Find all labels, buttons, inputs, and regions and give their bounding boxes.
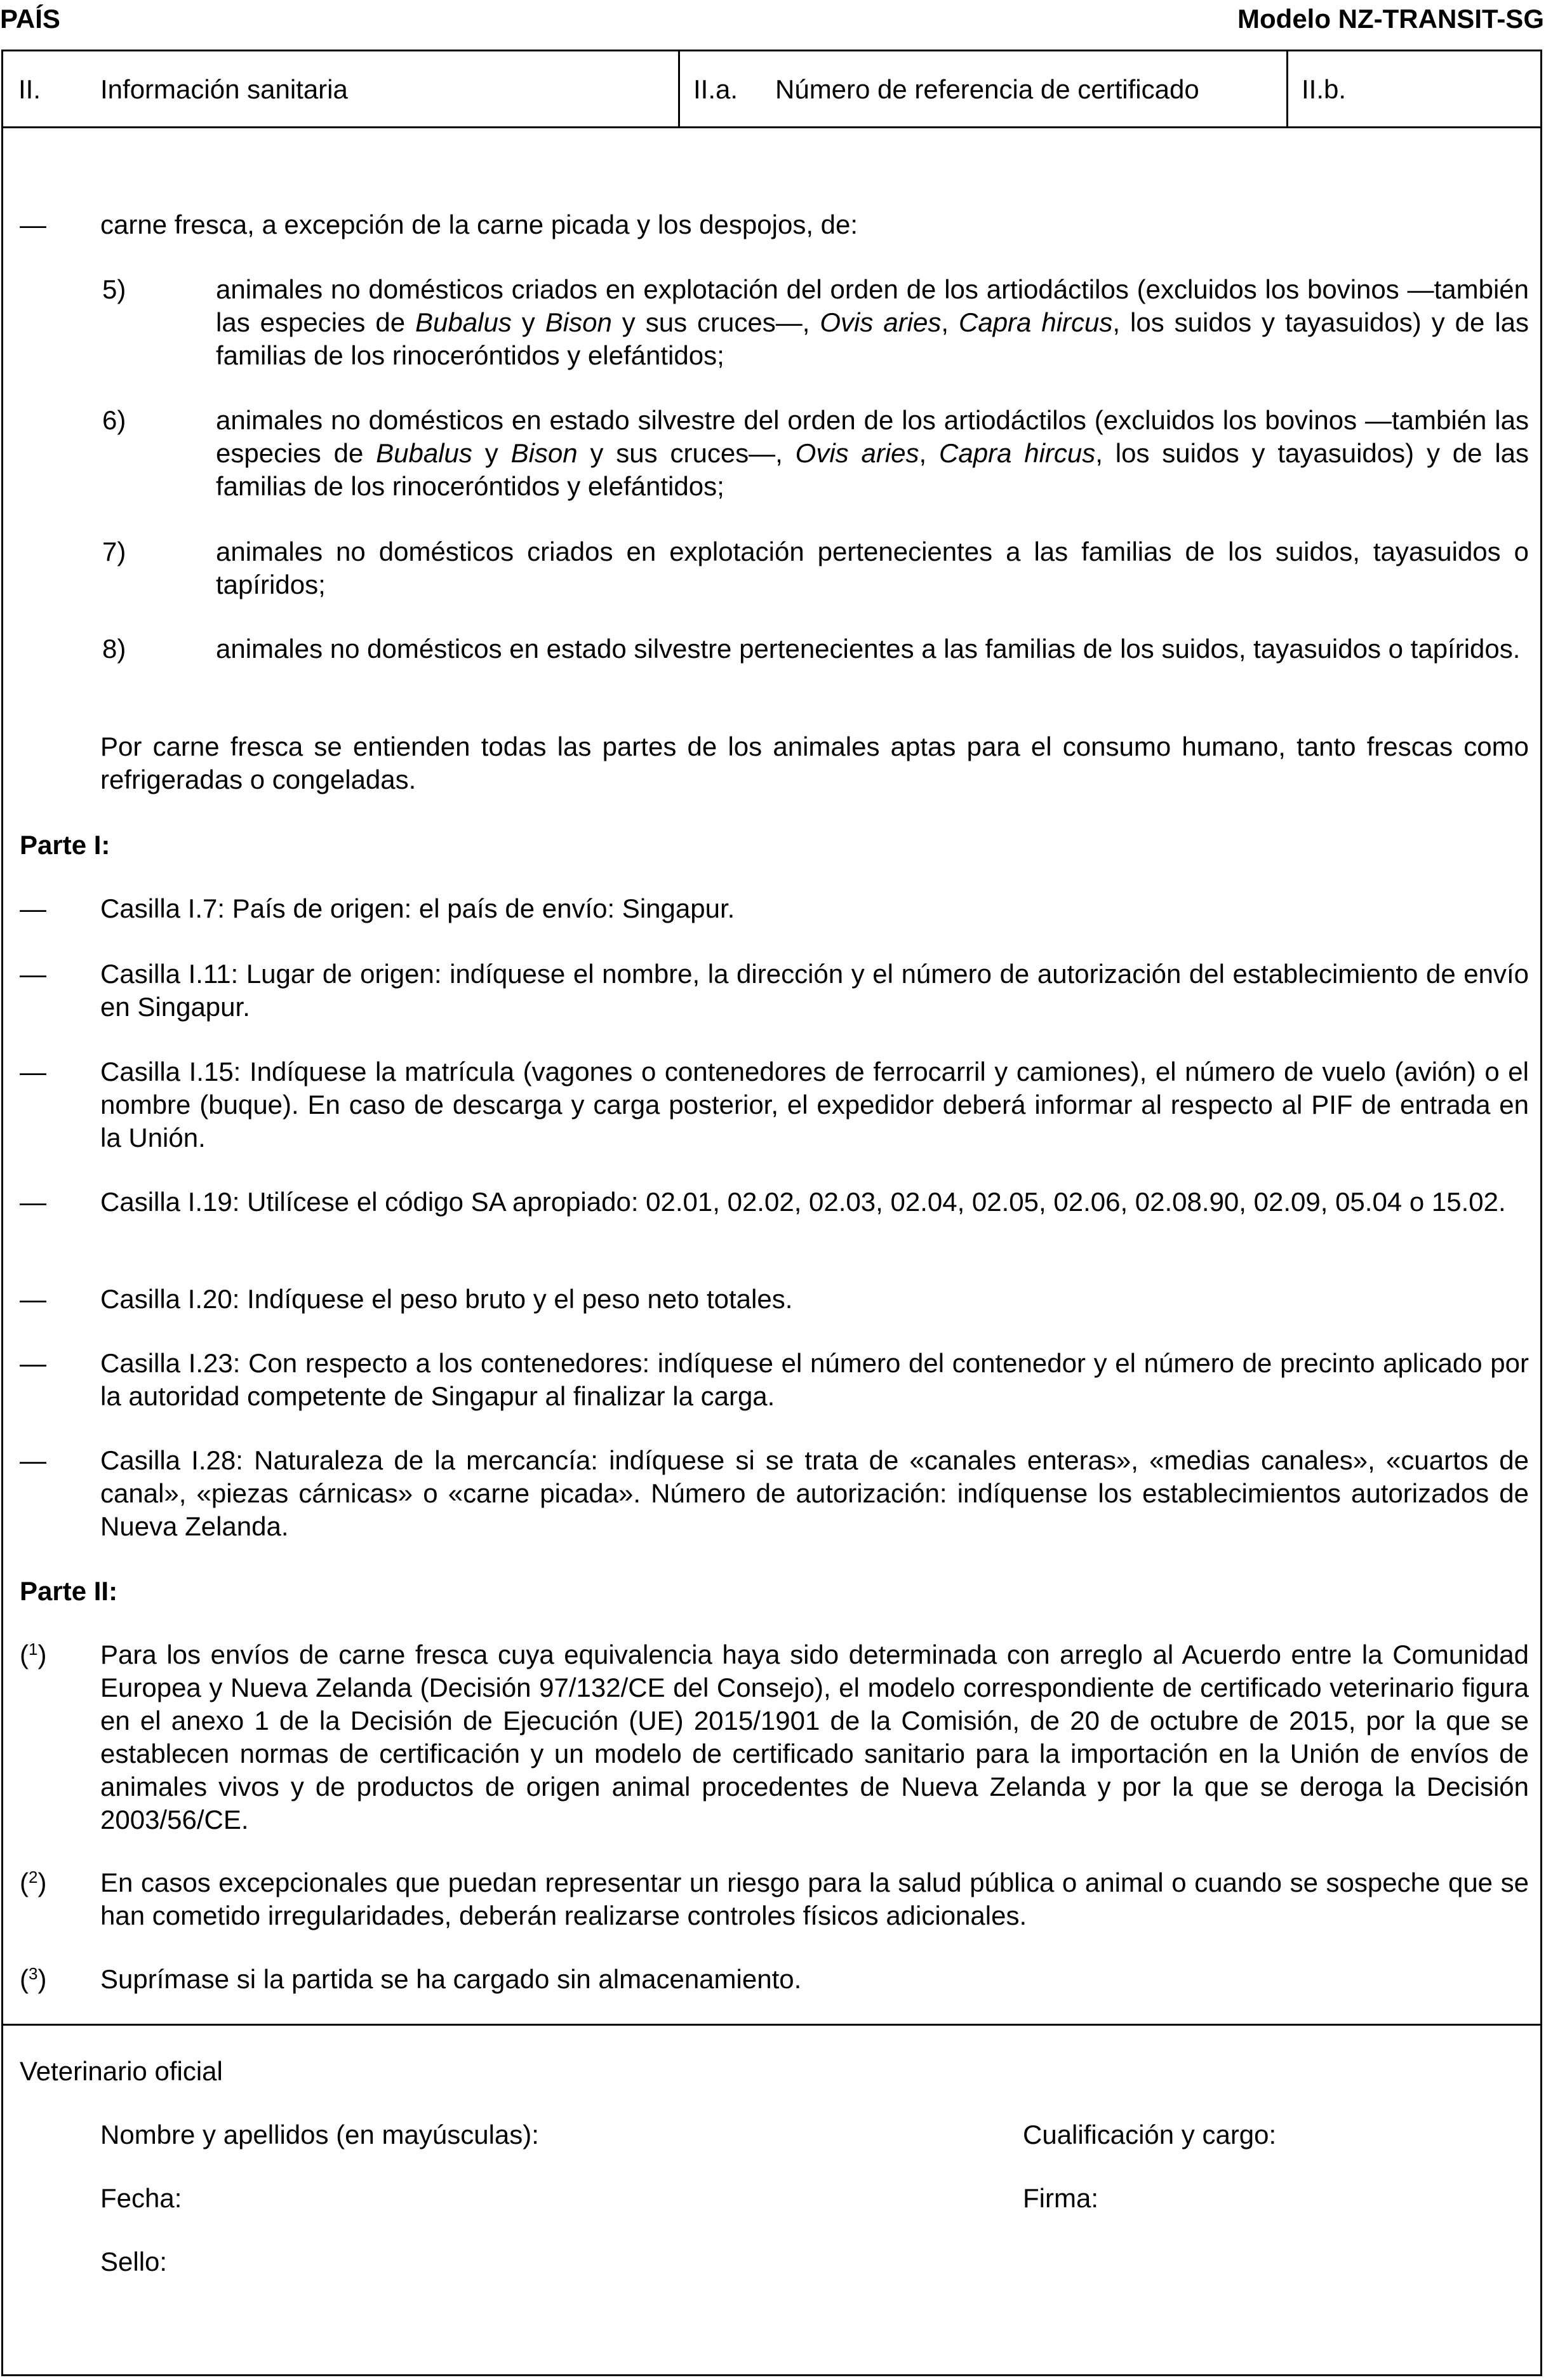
section-title: Información sanitaria (100, 74, 348, 104)
divider (678, 51, 680, 126)
definition-text: Por carne fresca se entienden todas las partes de los animales aptas para el consumo humano, tanto frescas como refrigeradas o congeladas. (100, 732, 1529, 794)
footnote-marker: ($^1$) (20, 1640, 47, 1669)
reference-number-label: Número de referencia de certificado (775, 74, 1199, 104)
item-5-text: animales no domésticos criados en explotación del orden de los artiodáctilos (excluidos los bovinos —también las especies de Bubalus y Bison y sus cruces—, Ovis aries, Capra hircus, los suidos y tayasuidos) y de las familias de los rinoceróntidos y elefántidos; (216, 274, 1529, 370)
footnote-marker: ($^2$) (20, 1868, 47, 1897)
item-number: 7) (102, 537, 126, 566)
dash-bullet: — (20, 893, 46, 923)
footnote-text: Suprímase si la partida se ha cargado sin almacenamiento. (100, 1964, 802, 1994)
part-1-item: Casilla I.15: Indíquese la matrícula (vagones o contenedores de ferrocarril y camiones), el número de vuelo (avión) o el nombre (buque). En caso de descarga y carga posterior, el expedidor deberá informar al respecto al PIF de entrada en la Unión. (100, 1057, 1529, 1153)
part-1-heading: Parte I: (20, 830, 110, 860)
item-6-text: animales no domésticos en estado silvestre del orden de los artiodáctilos (excluidos los bovinos —también las especies de Bubalus y Bison y sus cruces—, Ovis aries, Capra hircus, los suidos y tayasuidos) y de las familias de los rinoceróntidos y elefántidos; (216, 405, 1529, 501)
certificate-header (0, 0, 1546, 44)
dash-bullet: — (20, 1057, 46, 1086)
footnote-marker: ($^3$) (20, 1964, 47, 1994)
reference-number-code: II.a. (693, 74, 738, 104)
signature-title: Veterinario oficial (20, 2056, 223, 2086)
divider (1286, 51, 1288, 126)
part-1-item: Casilla I.23: Con respecto a los contenedores: indíquese el número del contenedor y el número de precinto aplicado por la autoridad competente de Singapur al finalizar la carga. (100, 1348, 1529, 1411)
part-1-item: Casilla I.20: Indíquese el peso bruto y el peso neto totales. (100, 1284, 793, 1314)
signature-block (3, 2026, 1540, 2375)
country-label: PAÍS (0, 4, 60, 34)
part-1-item: Casilla I.7: País de origen: el país de envío: Singapur. (100, 893, 735, 923)
intro-text: carne fresca, a excepción de la carne picada y los despojos, de: (100, 210, 858, 239)
item-8-text: animales no domésticos en estado silvestre pertenecientes a las familias de los suidos, tayasuidos o tapíridos. (216, 634, 1521, 664)
section-header (3, 51, 1540, 128)
footnote-text: En casos excepcionales que puedan representar un riesgo para la salud pública o animal o cuando se sospeche que se han cometido irregularidades, deberán realizarse controles físicos adicionales. (100, 1868, 1529, 1930)
part-1-item: Casilla I.11: Lugar de origen: indíquese el nombre, la dirección y el número de autorización del establecimiento de envío en Singapur. (100, 959, 1529, 1022)
item-7-text: animales no domésticos criados en explotación pertenecientes a las familias de los suidos, tayasuidos o tapíridos; (216, 537, 1529, 599)
certificate-frame (1, 50, 1542, 2376)
part-1-item: Casilla I.28: Naturaleza de la mercancía: indíquese si se trata de «canales enteras», «medias canales», «cuartos de canal», «piezas cárnicas» o «carne picada». Número de autorización: indíquense los establecimientos autorizados de Nueva Zelanda. (100, 1445, 1529, 1541)
section-number: II. (18, 74, 41, 104)
dash-bullet: — (20, 959, 46, 989)
footnote-text: Para los envíos de carne fresca cuya equivalencia haya sido determinada con arreglo al Acuerdo entre la Comunidad Europea y Nueva Zelanda (Decisión 97/132/CE del Consejo), el modelo correspondiente de certificado veterinario figura en el anexo 1 de la Decisión de Ejecución (UE) 2015/1901 de la Comisión, de 20 de octubre de 2015, por la que se establecen normas de certificación y un modelo de certificado sanitario para la importación en la Unión de envíos de animales vivos y de productos de origen animal procedentes de Nueva Zelanda y por la que se deroga la Decisión 2003/56/CE. (100, 1640, 1529, 1835)
item-number: 8) (102, 634, 126, 664)
sub-number: II.b. (1302, 74, 1347, 104)
name-field-label: Nombre y apellidos (en mayúsculas): (100, 2120, 539, 2149)
part-2-heading: Parte II: (20, 1576, 118, 1606)
item-number: 5) (102, 274, 126, 304)
model-label: Modelo NZ-TRANSIT-SG (1237, 4, 1544, 34)
stamp-field-label: Sello: (100, 2247, 168, 2276)
dash-bullet: — (20, 1348, 46, 1378)
part-1-item: Casilla I.19: Utilícese el código SA apropiado: 02.01, 02.02, 02.03, 02.04, 02.05, 02.06, 02.08.90, 02.09, 05.04 o 15.02. (100, 1187, 1506, 1217)
dash-bullet: — (20, 1445, 46, 1475)
date-field-label: Fecha: (100, 2183, 182, 2213)
dash-bullet: — (20, 1284, 46, 1314)
dash-bullet: — (20, 1187, 46, 1217)
signature-field-label: Firma: (1023, 2183, 1098, 2213)
dash-bullet: — (20, 210, 46, 239)
sanitary-info-content (3, 128, 1540, 2026)
item-number: 6) (102, 405, 126, 435)
qualification-field-label: Cualificación y cargo: (1023, 2120, 1277, 2149)
